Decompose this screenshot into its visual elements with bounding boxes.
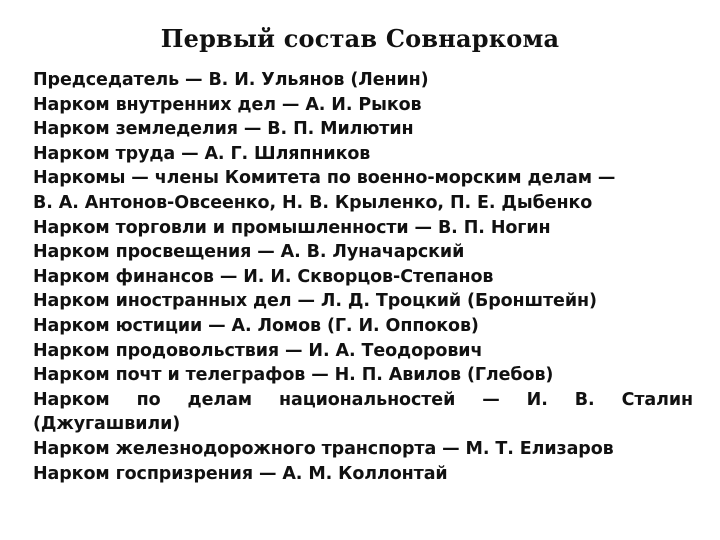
list-line: Нарком госпризрения — А. М. Коллонтай: [33, 463, 448, 484]
list-line: Нарком финансов — И. И. Скворцов-Степанов: [33, 266, 494, 287]
list-line: Нарком иностранных дел — Л. Д. Троцкий (Бронштейн): [33, 291, 597, 312]
list-line: Нарком по делам национальностей — И. В. Сталин: [33, 389, 693, 410]
list-line: В. А. Антонов-Овсеенко, Н. В. Крыленко, П. Е. Дыбенко: [33, 192, 593, 213]
list-line: Нарком торговли и промышленности — В. П. Ногин: [33, 217, 551, 238]
list-line: Нарком почт и телеграфов — Н. П. Авилов (Глебов): [33, 365, 554, 386]
list-line: Нарком железнодорожного транспорта — М. Т. Елизаров: [33, 438, 614, 459]
list-line: Нарком просвещения — А. В. Луначарский: [33, 242, 465, 263]
list-line: Нарком продовольствия — И. А. Теодорович: [33, 340, 483, 361]
list-line: Председатель — В. И. Ульянов (Ленин): [33, 70, 429, 90]
list-line: Нарком земледелия — В. П. Милютин: [33, 119, 414, 140]
list-line: (Джугашвили): [33, 414, 181, 435]
list-line: Наркомы — члены Комитета по военно-морским делам —: [33, 168, 616, 189]
list-line: Нарком внутренних дел — А. И. Рыков: [33, 94, 422, 115]
list-line: Нарком труда — А. Г. Шляпников: [33, 143, 371, 164]
commissars-list: [33, 68, 693, 486]
document-title: Первый состав Совнаркома: [160, 24, 560, 53]
list-line: Нарком юстиции — А. Ломов (Г. И. Оппоков): [33, 315, 479, 336]
